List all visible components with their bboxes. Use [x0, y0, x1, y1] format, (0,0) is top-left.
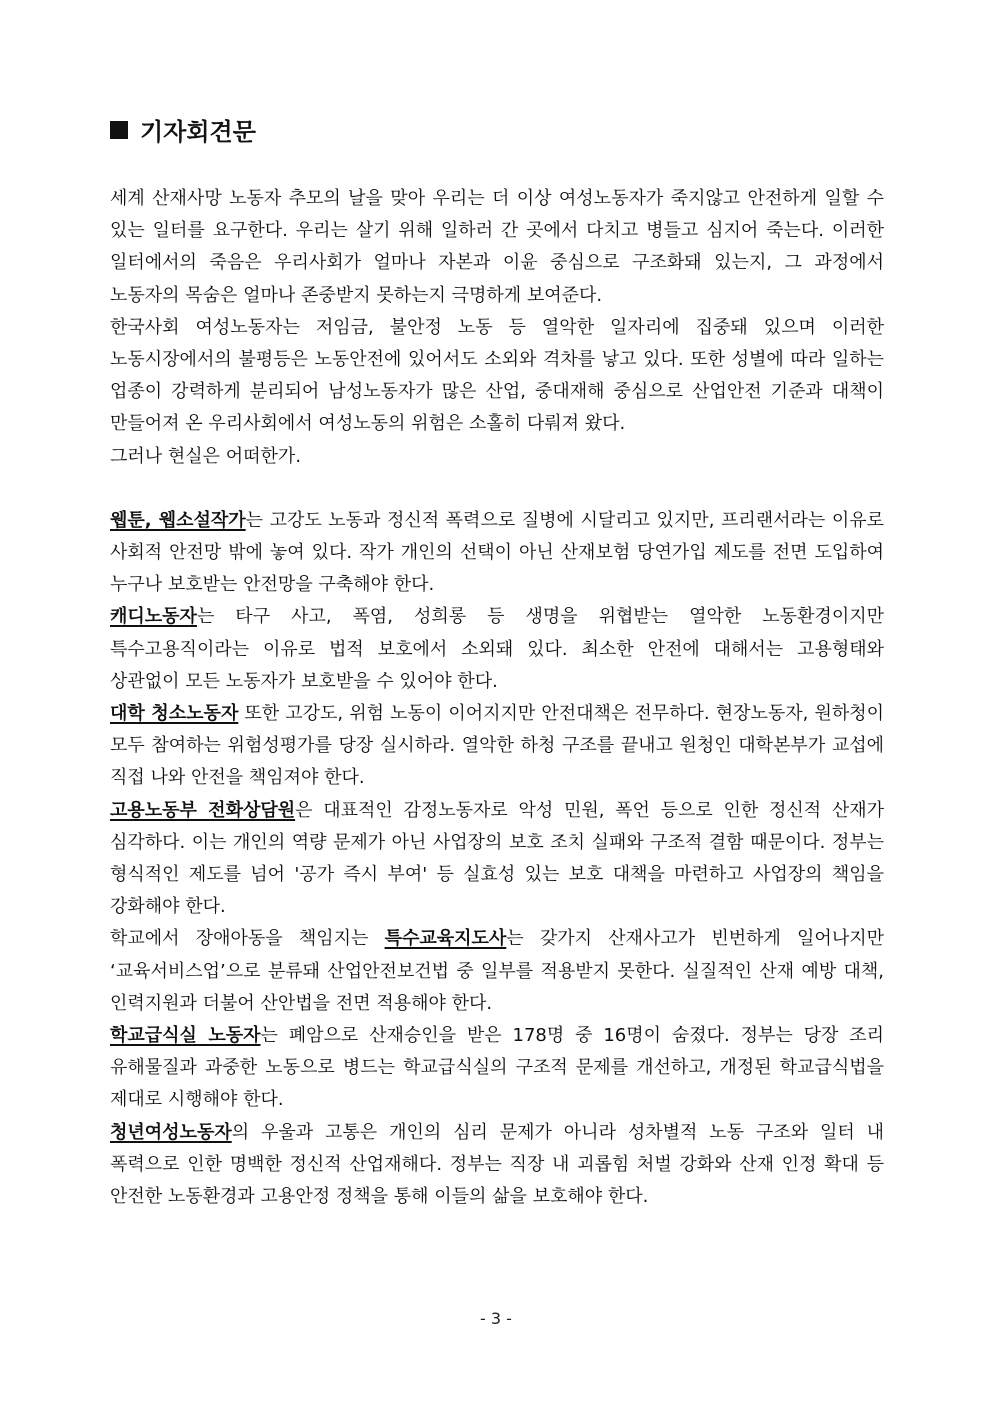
black-square-icon: [110, 121, 128, 139]
item-text: 는 고강도 노동과 정신적 폭력으로 질병에 시달리고 있지만, 프리랜서라는 이유로 사회적 안전망 밖에 놓여 있다. 작가 개인의 선택이 아닌 산재보험 당연가입 제도를 전면 도입하여 누구나 보호받는 안전망을 구축해야 한다.: [110, 509, 884, 596]
page-number: - 3 -: [480, 1309, 512, 1328]
item-keyword: 학교급식실 노동자: [110, 1025, 261, 1047]
item-paragraph-special-education-aides: [110, 923, 884, 1020]
item-paragraph-young-women-workers: [110, 1117, 884, 1214]
intro-paragraph: 한국사회 여성노동자는 저임금, 불안정 노동 등 열악한 일자리에 집중돼 있으며 이러한 노동시장에서의 불평등은 노동안전에 있어서도 소외와 격차를 낳고 있다. 또한 성별에 따라 일하는 업종이 강력하게 분리되어 남성노동자가 많은 산업, 중대재해 중심으로 산업안전 기준과 대책이 만들어져 온 우리사회에서 여성노동의 위험은 소홀히 다뤄져 왔다.: [110, 316, 884, 435]
item-prefix: 학교에서 장애아동을 책임지는: [110, 928, 385, 950]
item-text: 또한 고강도, 위험 노동이 이어지지만 안전대책은 전무하다. 현장노동자, 원하청이 모두 참여하는 위험성평가를 당장 실시하라. 열악한 하청 구조를 끝내고 원청인 대학본부가 교섭에 직접 나와 안전을 책임져야 한다.: [110, 703, 884, 789]
item-text: 의 우울과 고통은 개인의 심리 문제가 아니라 성차별적 노동 구조와 일터 내 폭력으로 인한 명백한 정신적 산업재해다. 정부는 직장 내 괴롭힘 처벌 강화와 산재 인정 확대 등 안전한 노동환경과 고용안정 정책을 통해 이들의 삶을 보호해야 한다.: [110, 1121, 884, 1208]
document-body: [110, 183, 884, 1213]
item-paragraph-university-cleaners: [110, 698, 884, 795]
heading-title: 기자회견문: [140, 118, 256, 146]
item-paragraph-caddie-workers: [110, 601, 884, 698]
item-keyword: 고용노동부 전화상담원: [110, 799, 296, 821]
item-paragraph-webtoon-writers: [110, 505, 884, 602]
item-paragraph-call-center-counselors: [110, 795, 884, 924]
paragraph-spacer: [110, 473, 884, 505]
item-keyword: 특수교육지도사: [384, 928, 507, 950]
item-keyword: 캐디노동자: [110, 606, 197, 628]
item-text: 는 갖가지 산재사고가 빈번하게 일어나지만 ‘교육서비스업’으로 분류돼 산업안전보건법 중 일부를 적용받지 못한다. 실질적인 산재 예방 대책, 인력지원과 더불어 산안법을 전면 적용해야 한다.: [110, 928, 884, 1014]
item-keyword: 대학 청소노동자: [110, 703, 239, 725]
item-text: 은 대표적인 감정노동자로 악성 민원, 폭언 등으로 인한 정신적 산재가 심각하다. 이는 개인의 역량 문제가 아닌 사업장의 보호 조치 실패와 구조적 결함 때문이다. 정부는 형식적인 제도를 넘어 '공가 즉시 부여' 등 실효성 있는 보호 대책을 마련하고 사업장의 책임을 강화해야 한다.: [110, 799, 884, 918]
item-text: 는 타구 사고, 폭염, 성희롱 등 생명을 위협받는 열악한 노동환경이지만 특수고용직이라는 이유로 법적 보호에서 소외돼 있다. 최소한 안전에 대해서는 고용형태와 상관없이 모든 노동자가 보호받을 수 있어야 한다.: [110, 606, 884, 692]
intro-paragraph: 그러나 현실은 어떠한가.: [110, 445, 302, 467]
item-paragraph-school-cafeteria-workers: [110, 1020, 884, 1117]
item-keyword: 청년여성노동자: [110, 1121, 232, 1143]
item-text: 는 폐암으로 산재승인을 받은 178명 중 16명이 숨졌다. 정부는 당장 조리 유해물질과 과중한 노동으로 병드는 학교급식실의 구조적 문제를 개선하고, 개정된 학교급식법을 제대로 시행해야 한다.: [110, 1025, 884, 1111]
intro-paragraph: 세계 산재사망 노동자 추모의 날을 맞아 우리는 더 이상 여성노동자가 죽지않고 안전하게 일할 수 있는 일터를 요구한다. 우리는 살기 위해 일하러 간 곳에서 다치고 병들고 심지어 죽는다. 이러한 일터에서의 죽음은 우리사회가 얼마나 자본과 이윤 중심으로 구조화돼 있는지, 그 과정에서 노동자의 목숨은 얼마나 존중받지 못하는지 극명하게 보여준다.: [110, 188, 884, 306]
item-keyword: 웹툰, 웹소설작가: [110, 509, 246, 531]
section-heading: [110, 112, 256, 147]
